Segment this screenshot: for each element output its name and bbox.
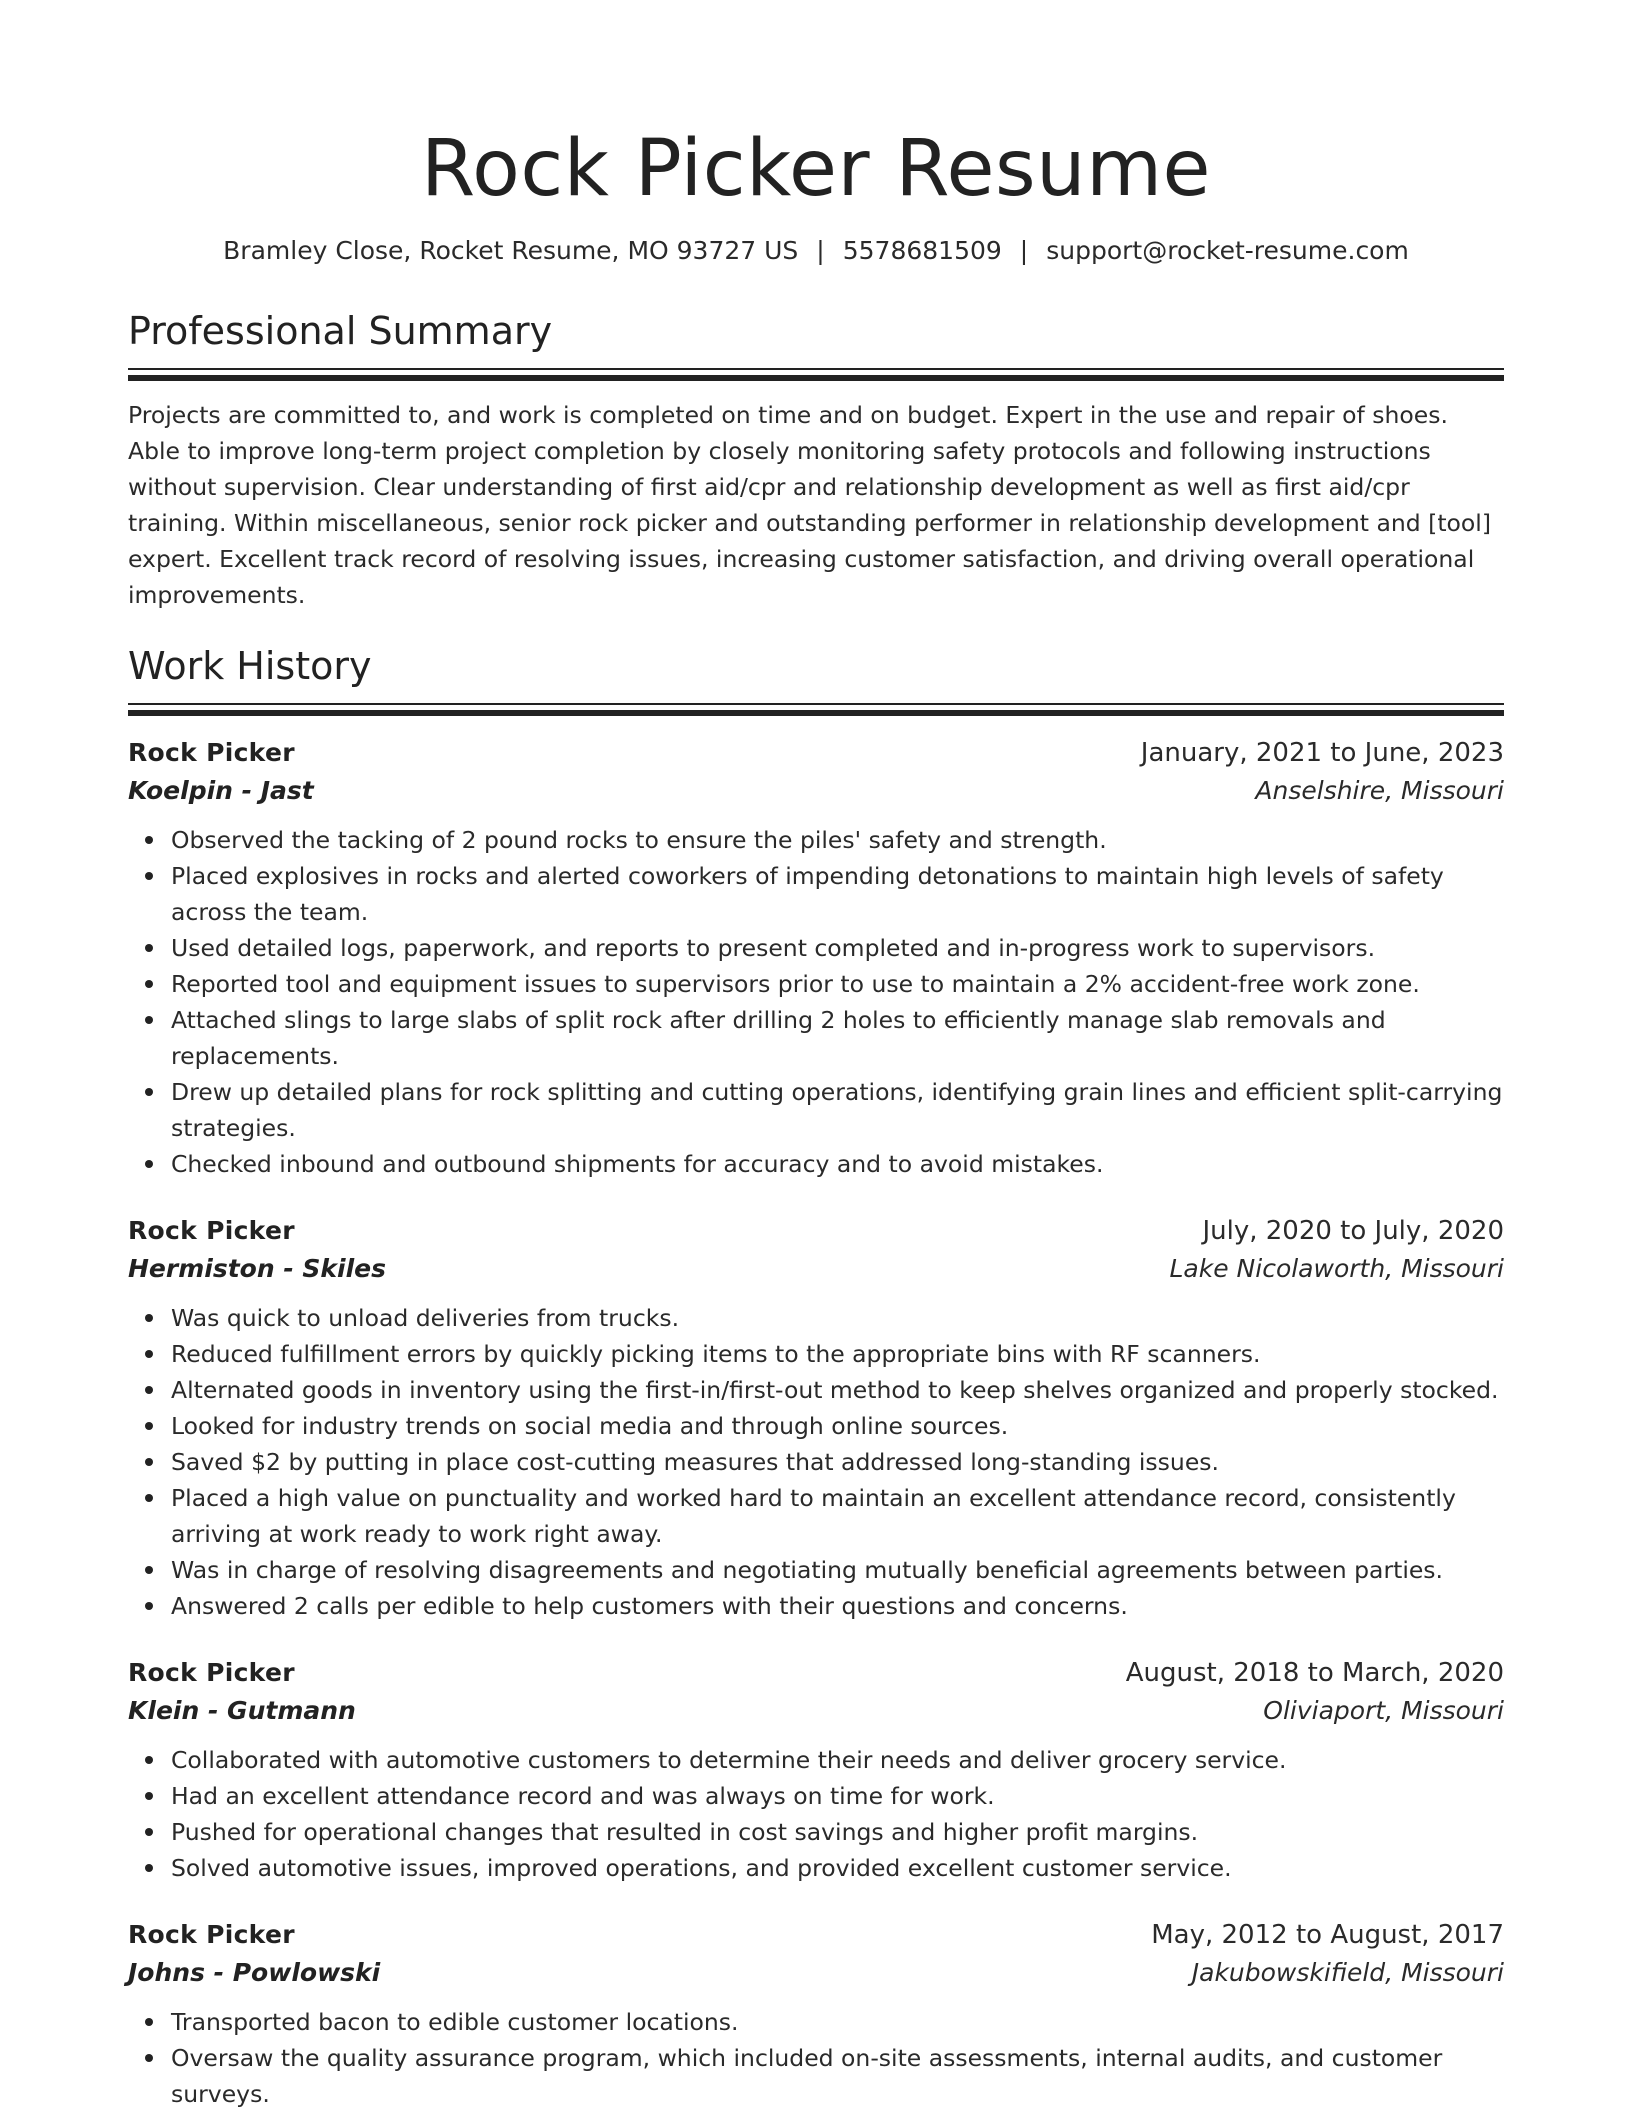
section-heading-work-history: Work History (128, 644, 372, 688)
job-bullet: Was in charge of resolving disagreements and negotiating mutually beneficial agreements between parties. (171, 1552, 1504, 1588)
job-bullet: Answered 2 calls per edible to help customers with their questions and concerns. (171, 1588, 1504, 1624)
job-bullet: Placed a high value on punctuality and worked hard to maintain an excellent attendance record, consistently arriving at work ready to work right away. (171, 1480, 1504, 1552)
job-header-row (128, 1212, 1504, 1250)
job-bullet: Placed explosives in rocks and alerted coworkers of impending detonations to maintain high levels of safety across the team. (171, 858, 1504, 930)
contact-address: Bramley Close, Rocket Resume, MO 93727 US (223, 236, 799, 265)
job-title: Rock Picker (128, 1920, 295, 1949)
contact-line (128, 234, 1504, 268)
job-dates: May, 2012 to August, 2017 (1151, 1920, 1504, 1950)
job-bullet-list (128, 2004, 1504, 2112)
job-bullet: Saved $2 by putting in place cost-cutting measures that addressed long-standing issues. (171, 1444, 1504, 1480)
job-company: Johns - Powlowski (128, 1958, 381, 1987)
job-bullet: Pushed for operational changes that resulted in cost savings and higher profit margins. (171, 1814, 1504, 1850)
section-divider (128, 368, 1504, 381)
section-heading-professional-summary: Professional Summary (128, 309, 553, 353)
resume-page (128, 0, 1504, 2112)
job-title: Rock Picker (128, 1216, 295, 1245)
job-company: Hermiston - Skiles (128, 1254, 387, 1283)
job-dates: January, 2021 to June, 2023 (1140, 738, 1504, 768)
contact-email[interactable]: support@rocket-resume.com (1046, 236, 1409, 265)
job-company-row (128, 1250, 1504, 1288)
job-title: Rock Picker (128, 738, 295, 767)
job-dates: August, 2018 to March, 2020 (1125, 1658, 1504, 1688)
job-bullet: Alternated goods in inventory using the first-in/first-out method to keep shelves organized and properly stocked. (171, 1372, 1504, 1408)
job-bullet: Used detailed logs, paperwork, and reports to present completed and in-progress work to supervisors. (171, 930, 1504, 966)
job-company-row (128, 1692, 1504, 1730)
job-company: Koelpin - Jast (128, 776, 314, 805)
work-history-section (128, 641, 1504, 2112)
job-bullet: Drew up detailed plans for rock splitting and cutting operations, identifying grain lines and efficient split-carrying strategies. (171, 1074, 1504, 1146)
job-location: Jakubowskifield, Missouri (1191, 1958, 1504, 1987)
job-entry (128, 1212, 1504, 1624)
job-company-row (128, 1954, 1504, 1992)
contact-phone: 5578681509 (842, 236, 1002, 265)
job-bullet: Observed the tacking of 2 pound rocks to ensure the piles' safety and strength. (171, 822, 1504, 858)
job-header-row (128, 1654, 1504, 1692)
professional-summary-section (128, 306, 1504, 613)
job-bullet: Transported bacon to edible customer locations. (171, 2004, 1504, 2040)
job-bullet: Reduced fulfillment errors by quickly picking items to the appropriate bins with RF scanners. (171, 1336, 1504, 1372)
job-title: Rock Picker (128, 1658, 295, 1687)
job-bullet: Reported tool and equipment issues to supervisors prior to use to maintain a 2% accident-free work zone. (171, 966, 1504, 1002)
section-divider (128, 703, 1504, 716)
job-bullet: Checked inbound and outbound shipments for accuracy and to avoid mistakes. (171, 1146, 1504, 1182)
job-entry (128, 734, 1504, 1182)
job-bullet: Had an excellent attendance record and was always on time for work. (171, 1778, 1504, 1814)
job-bullet: Was quick to unload deliveries from trucks. (171, 1300, 1504, 1336)
job-location: Anselshire, Missouri (1255, 776, 1504, 805)
job-company-row (128, 772, 1504, 810)
job-bullet-list (128, 822, 1504, 1182)
job-bullet: Collaborated with automotive customers to determine their needs and deliver grocery service. (171, 1742, 1504, 1778)
job-bullet: Attached slings to large slabs of split rock after drilling 2 holes to efficiently manage slab removals and replacements. (171, 1002, 1504, 1074)
summary-text: Projects are committed to, and work is completed on time and on budget. Expert in the use and repair of shoes. Able to improve long-term project completion by closely monitoring safety protocols and following instructions without supervision. Clear understanding of first aid/cpr and relationship development as well as first aid/cpr training. Within miscellaneous, senior rock picker and outstanding performer in relationship development and [tool] expert. Excellent track record of resolving issues, increasing customer satisfaction, and driving overall operational improvements. (128, 401, 1491, 609)
job-bullet: Looked for industry trends on social media and through online sources. (171, 1408, 1504, 1444)
job-bullet-list (128, 1742, 1504, 1886)
contact-separator: | (1019, 236, 1029, 265)
job-location: Lake Nicolaworth, Missouri (1169, 1254, 1504, 1283)
job-dates: July, 2020 to July, 2020 (1202, 1216, 1504, 1246)
job-entry (128, 1916, 1504, 2112)
contact-separator: | (816, 236, 825, 265)
resume-title: Rock Picker Resume (420, 124, 1212, 214)
job-entry (128, 1654, 1504, 1886)
job-bullet: Solved automotive issues, improved operations, and provided excellent customer service. (171, 1850, 1504, 1886)
job-location: Oliviaport, Missouri (1263, 1696, 1504, 1725)
job-company: Klein - Gutmann (128, 1696, 356, 1725)
job-header-row (128, 734, 1504, 772)
job-header-row (128, 1916, 1504, 1954)
job-bullet: Oversaw the quality assurance program, which included on-site assessments, internal audits, and customer surveys. (171, 2040, 1504, 2112)
job-bullet-list (128, 1300, 1504, 1624)
